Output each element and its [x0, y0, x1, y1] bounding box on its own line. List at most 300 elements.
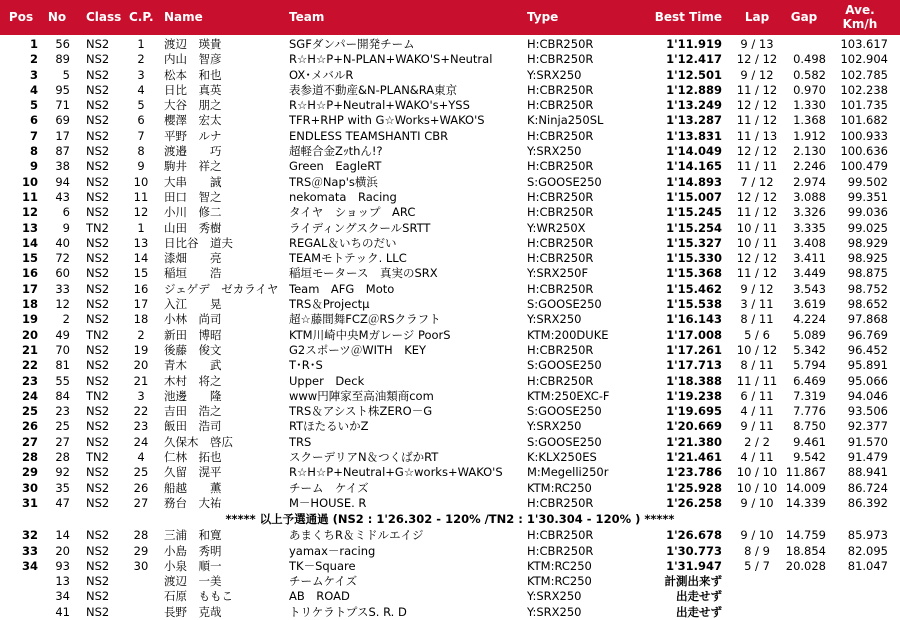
table-row — [0, 465, 900, 480]
pos-cell: 29 — [21, 465, 38, 480]
lap-cell: 10 / 11 — [736, 235, 778, 250]
lap-cell: 8 / 9 — [744, 543, 770, 558]
type-cell: H:CBR250R — [527, 342, 594, 357]
no-cell: 33 — [55, 281, 70, 296]
table-row — [0, 159, 900, 174]
name-cell: 三浦 和寛 — [164, 528, 222, 543]
best-time-cell: 1'20.669 — [666, 419, 722, 434]
name-cell: 吉田 浩之 — [164, 404, 222, 419]
class-cell: NS2 — [86, 528, 110, 543]
best-time-cell: 1'16.143 — [666, 312, 722, 327]
no-cell: 9 — [62, 220, 70, 235]
pos-cell: 34 — [21, 558, 38, 573]
header-bar — [0, 0, 900, 35]
gap-cell: 5.342 — [793, 342, 826, 357]
cp-cell: 4 — [137, 450, 145, 465]
name-cell: 仁林 拓也 — [164, 450, 222, 465]
class-cell: NS2 — [86, 342, 110, 357]
lap-cell: 5 / 6 — [744, 327, 770, 342]
class-cell: NS2 — [86, 281, 110, 296]
class-cell: NS2 — [86, 235, 110, 250]
gap-cell: 3.449 — [793, 266, 826, 281]
no-cell: 71 — [55, 98, 70, 113]
best-time-cell: 1'30.773 — [666, 543, 722, 558]
class-cell: NS2 — [86, 251, 110, 266]
best-time-cell: 1'26.258 — [666, 495, 722, 510]
ave-cell: 100.479 — [840, 159, 888, 174]
gap-cell: 11.867 — [785, 465, 826, 480]
class-cell: NS2 — [86, 358, 110, 373]
type-cell: K:Ninja250SL — [527, 113, 604, 128]
pos-cell: 3 — [29, 67, 38, 82]
pos-cell: 8 — [29, 144, 38, 159]
best-time-cell: 1'17.261 — [666, 342, 722, 357]
lap-cell: 2 / 2 — [744, 434, 770, 449]
best-time-cell: 1'11.919 — [666, 37, 722, 51]
team-cell: AB ROAD — [289, 589, 350, 604]
name-cell: ジェゲデ ゼカライヤ — [164, 281, 279, 296]
class-cell: NS2 — [86, 67, 110, 82]
no-cell: 81 — [55, 358, 70, 373]
no-cell: 84 — [55, 388, 70, 403]
best-time-cell: 1'12.889 — [666, 82, 722, 97]
team-cell: 超☆藤間舞FCZ＠RSクラフト — [289, 312, 441, 327]
team-cell: スクーデリアN＆つくばかRT — [289, 450, 439, 465]
team-cell: nekomata Racing — [289, 189, 397, 204]
gap-cell: 3.326 — [793, 205, 826, 220]
name-cell: 小川 修二 — [164, 205, 222, 220]
ave-cell: 99.025 — [847, 220, 888, 235]
gap-cell: 7.776 — [793, 404, 826, 419]
ave-cell: 98.875 — [847, 266, 888, 281]
pos-cell: 9 — [29, 159, 38, 174]
col-pos-header: Pos — [8, 10, 34, 24]
cp-cell: 28 — [133, 528, 149, 543]
cp-cell: 5 — [137, 98, 145, 113]
type-cell: H:CBR250R — [527, 205, 594, 220]
team-cell: T･R･S — [289, 358, 323, 373]
best-time-cell: 1'14.165 — [666, 159, 722, 174]
best-time-cell: 1'19.695 — [666, 404, 722, 419]
class-cell: NS2 — [86, 266, 110, 281]
pos-cell: 28 — [21, 450, 38, 465]
col-ave-header — [832, 0, 888, 38]
pos-cell: 1 — [29, 37, 38, 51]
table-row — [0, 282, 900, 297]
best-time-cell: 1'12.417 — [666, 52, 722, 67]
team-cell: チームケイズ — [289, 574, 358, 589]
type-cell: H:CBR250R — [527, 281, 594, 296]
type-cell: H:CBR250R — [527, 128, 594, 143]
name-cell: 石原 ももこ — [164, 589, 233, 604]
name-cell: 務台 大祐 — [164, 495, 222, 510]
lap-cell: 5 / 7 — [744, 558, 770, 573]
table-row — [0, 374, 900, 389]
lap-cell: 11 / 12 — [736, 113, 778, 128]
ave-cell: 102.785 — [840, 67, 888, 82]
type-cell: S:GOOSE250 — [527, 434, 602, 449]
type-cell: S:GOOSE250 — [527, 404, 602, 419]
gap-cell: 2.974 — [793, 174, 826, 189]
class-cell: TN2 — [86, 450, 109, 465]
class-cell: NS2 — [86, 604, 110, 619]
class-cell: NS2 — [86, 98, 110, 113]
no-cell: 55 — [55, 373, 70, 388]
cp-cell: 7 — [137, 128, 145, 143]
team-cell: TRS＠Nap's横浜 — [289, 174, 378, 189]
col-team-header: Team — [289, 10, 325, 24]
best-time-cell: 1'12.501 — [666, 67, 722, 82]
type-cell: Y:SRX250 — [527, 144, 582, 159]
gap-cell: 9.461 — [793, 434, 826, 449]
lap-cell: 12 / 12 — [736, 144, 778, 159]
no-cell: 5 — [62, 67, 70, 82]
name-cell: 大谷 朋之 — [164, 98, 222, 113]
table-row — [0, 389, 900, 404]
class-cell: NS2 — [86, 558, 110, 573]
pos-cell: 30 — [21, 480, 38, 495]
non-qualified-rows — [0, 528, 900, 620]
name-cell: 田口 智之 — [164, 189, 222, 204]
type-cell: H:CBR250R — [527, 495, 594, 510]
best-time-cell: 1'17.713 — [666, 358, 722, 373]
pos-cell: 22 — [21, 358, 38, 373]
best-time-cell: 1'14.893 — [666, 174, 722, 189]
no-cell: 41 — [55, 604, 70, 619]
cp-cell: 21 — [133, 373, 149, 388]
no-cell: 25 — [55, 419, 70, 434]
type-cell: H:CBR250R — [527, 159, 594, 174]
col-name-header: Name — [164, 10, 203, 24]
table-row — [0, 236, 900, 251]
table-row — [0, 205, 900, 220]
type-cell: H:CBR250R — [527, 235, 594, 250]
pos-cell: 33 — [21, 543, 38, 558]
table-row — [0, 266, 900, 281]
type-cell: H:CBR250R — [527, 98, 594, 113]
type-cell: H:CBR250R — [527, 82, 594, 97]
ave-cell: 98.925 — [847, 251, 888, 266]
ave-cell: 86.724 — [847, 480, 888, 495]
table-row — [0, 605, 900, 620]
table-row — [0, 312, 900, 327]
results-table — [0, 37, 900, 620]
team-cell: 稲垣モータース 真実のSRX — [289, 266, 438, 281]
gap-cell: 14.339 — [785, 495, 826, 510]
no-cell: 28 — [55, 450, 70, 465]
table-row — [0, 343, 900, 358]
cp-cell: 20 — [133, 358, 149, 373]
table-row — [0, 221, 900, 236]
best-time-cell: 1'13.831 — [666, 128, 722, 143]
ave-cell: 82.095 — [847, 543, 888, 558]
gap-cell: 1.368 — [793, 113, 826, 128]
table-row — [0, 435, 900, 450]
name-cell: 渡邉 巧 — [164, 144, 222, 159]
cp-cell: 23 — [133, 419, 149, 434]
pos-cell: 14 — [21, 235, 38, 250]
team-cell: ライディングスクールSRTT — [289, 220, 431, 235]
pos-cell: 17 — [21, 281, 38, 296]
gap-cell: 5.089 — [793, 327, 826, 342]
gap-cell: 1.330 — [793, 98, 826, 113]
lap-cell: 11 / 12 — [736, 266, 778, 281]
best-time-cell: 1'18.388 — [666, 373, 722, 388]
table-row — [0, 450, 900, 465]
type-cell: Y:SRX250 — [527, 604, 582, 619]
lap-cell: 12 / 12 — [736, 189, 778, 204]
ave-cell: 99.036 — [847, 205, 888, 220]
type-cell: Y:SRX250 — [527, 419, 582, 434]
lap-cell: 11 / 11 — [736, 159, 778, 174]
no-cell: 34 — [55, 589, 70, 604]
best-time-cell: 1'15.327 — [666, 235, 722, 250]
pos-cell: 19 — [21, 312, 38, 327]
best-time-cell: 1'23.786 — [666, 465, 722, 480]
class-cell: NS2 — [86, 419, 110, 434]
class-cell: NS2 — [86, 373, 110, 388]
best-time-cell: 1'15.330 — [666, 251, 722, 266]
type-cell: H:CBR250R — [527, 528, 594, 543]
name-cell: 山田 秀樹 — [164, 220, 222, 235]
lap-cell: 4 / 11 — [740, 404, 774, 419]
col-ave-header-line1: Ave. — [845, 3, 875, 17]
no-cell: 38 — [55, 159, 70, 174]
team-cell: Green EagleRT — [289, 159, 382, 174]
gap-cell: 2.130 — [793, 144, 826, 159]
class-cell: NS2 — [86, 128, 110, 143]
team-cell: TRS＆Projectμ — [289, 297, 370, 312]
no-cell: 17 — [55, 128, 70, 143]
ave-cell: 93.506 — [847, 404, 888, 419]
team-cell: TRS — [289, 434, 312, 449]
cp-cell: 19 — [133, 342, 149, 357]
team-cell: TEAMモトテック. LLC — [289, 251, 407, 266]
best-time-cell: 1'15.007 — [666, 189, 722, 204]
lap-cell: 7 / 12 — [740, 174, 774, 189]
pos-cell: 7 — [29, 128, 38, 143]
gap-cell: 20.028 — [785, 558, 826, 573]
type-cell: K:KLX250ES — [527, 450, 597, 465]
pos-cell: 32 — [21, 528, 38, 543]
lap-cell: 12 / 12 — [736, 52, 778, 67]
no-cell: 14 — [55, 528, 70, 543]
name-cell: 渡辺 瑛貴 — [164, 37, 222, 51]
ave-cell: 91.479 — [847, 450, 888, 465]
cp-cell: 15 — [133, 266, 149, 281]
team-cell: KTM川崎中央Mガレージ PoorS — [289, 327, 451, 342]
gap-cell: 9.542 — [793, 450, 826, 465]
name-cell: 内山 智彦 — [164, 52, 222, 67]
type-cell: S:GOOSE250 — [527, 174, 602, 189]
cp-cell: 3 — [137, 388, 145, 403]
team-cell: チーム ケイズ — [289, 480, 369, 495]
table-row — [0, 175, 900, 190]
name-cell: 久保木 啓広 — [164, 434, 233, 449]
ave-cell: 85.973 — [847, 528, 888, 543]
table-row — [0, 251, 900, 266]
lap-cell: 10 / 11 — [736, 220, 778, 235]
name-cell: 平野 ルナ — [164, 128, 222, 143]
lap-cell: 10 / 12 — [736, 342, 778, 357]
type-cell: H:CBR250R — [527, 189, 594, 204]
ave-cell: 98.752 — [847, 281, 888, 296]
type-cell: Y:SRX250 — [527, 589, 582, 604]
gap-cell: 7.319 — [793, 388, 826, 403]
ave-cell: 96.769 — [847, 327, 888, 342]
ave-cell: 86.392 — [847, 495, 888, 510]
pos-cell: 4 — [29, 82, 38, 97]
cp-cell: 24 — [133, 434, 149, 449]
table-row — [0, 68, 900, 83]
gap-cell: 0.498 — [793, 52, 826, 67]
name-cell: 渡辺 一美 — [164, 574, 222, 589]
cp-cell: 30 — [133, 558, 149, 573]
class-cell: NS2 — [86, 82, 110, 97]
pos-cell: 2 — [29, 52, 38, 67]
table-row — [0, 297, 900, 312]
table-row — [0, 574, 900, 589]
cp-cell: 29 — [133, 543, 149, 558]
no-cell: 6 — [62, 205, 70, 220]
name-cell: 長野 克哉 — [164, 604, 222, 619]
team-cell: あまくちR＆ミドルエイジ — [289, 528, 424, 543]
type-cell: KTM:250EXC-F — [527, 388, 610, 403]
col-no-header: No — [47, 10, 67, 24]
table-row — [0, 328, 900, 343]
team-cell: R☆H☆P+Neutral+WAKO's+YSS — [289, 98, 470, 113]
name-cell: 船越 薫 — [164, 480, 222, 495]
team-cell: Team AFG Moto — [289, 281, 395, 296]
ave-cell: 95.066 — [847, 373, 888, 388]
no-cell: 49 — [55, 327, 70, 342]
team-cell: トリケラトプスS. R. D — [289, 604, 407, 619]
ave-cell: 101.735 — [840, 98, 888, 113]
ave-cell: 102.904 — [840, 52, 888, 67]
cp-cell: 2 — [137, 327, 145, 342]
cp-cell: 17 — [133, 297, 149, 312]
team-cell: RTほたるいかZ — [289, 419, 369, 434]
class-cell: NS2 — [86, 159, 110, 174]
table-row — [0, 37, 900, 52]
gap-cell: 3.408 — [793, 235, 826, 250]
cp-cell: 1 — [137, 37, 145, 51]
type-cell: S:GOOSE250 — [527, 358, 602, 373]
name-cell: 木村 将之 — [164, 373, 222, 388]
name-cell: 小林 尚司 — [164, 312, 222, 327]
gap-cell: 14.759 — [785, 528, 826, 543]
gap-cell: 3.411 — [793, 251, 826, 266]
no-cell: 40 — [55, 235, 70, 250]
gap-cell: 0.582 — [793, 67, 826, 82]
lap-cell: 9 / 10 — [740, 495, 774, 510]
best-time-cell: 1'13.287 — [666, 113, 722, 128]
col-type-header: Type — [527, 10, 559, 24]
ave-cell: 97.868 — [847, 312, 888, 327]
table-row — [0, 496, 900, 511]
qualify-note: ***** 以上予選通過 (NS2 : 1'26.302 - 120% /TN2 : 1'30.304 - 120% ) ***** — [225, 512, 675, 527]
team-cell: R☆H☆P+N-PLAN+WAKO'S+Neutral — [289, 52, 493, 67]
pos-cell: 21 — [21, 342, 38, 357]
name-cell: 青木 武 — [164, 358, 222, 373]
table-row — [0, 589, 900, 604]
type-cell: S:GOOSE250 — [527, 297, 602, 312]
name-cell: 新田 博昭 — [164, 327, 222, 342]
gap-cell: 14.009 — [785, 480, 826, 495]
team-cell: G2スポーツ＠WITH KEY — [289, 342, 427, 357]
best-time-cell: 1'21.380 — [666, 434, 722, 449]
cp-cell: 12 — [133, 205, 149, 220]
no-cell: 2 — [62, 312, 70, 327]
team-cell: REGAL＆いちのだい — [289, 235, 397, 250]
name-cell: 漆畑 亮 — [164, 251, 222, 266]
gap-cell: 2.246 — [793, 159, 826, 174]
type-cell: KTM:RC250 — [527, 574, 592, 589]
col-ave-header-line2: Km/h — [842, 17, 878, 31]
pos-cell: 23 — [21, 373, 38, 388]
no-cell: 93 — [55, 558, 70, 573]
lap-cell: 11 / 12 — [736, 205, 778, 220]
type-cell: H:CBR250R — [527, 37, 594, 51]
table-row — [0, 559, 900, 574]
class-cell: NS2 — [86, 37, 110, 51]
cp-cell: 1 — [137, 220, 145, 235]
team-cell: www円陣家至高油類商com — [289, 388, 434, 403]
lap-cell: 9 / 11 — [740, 419, 774, 434]
team-cell: M－HOUSE. R — [289, 495, 367, 510]
lap-cell: 9 / 12 — [740, 281, 774, 296]
class-cell: NS2 — [86, 205, 110, 220]
lap-cell: 8 / 11 — [740, 358, 774, 373]
ave-cell: 94.046 — [847, 388, 888, 403]
best-time-cell: 1'15.245 — [666, 205, 722, 220]
gap-cell: 3.335 — [793, 220, 826, 235]
no-cell: 23 — [55, 404, 70, 419]
lap-cell: 3 / 11 — [740, 297, 774, 312]
col-lap-header: Lap — [744, 10, 770, 24]
pos-cell: 5 — [29, 98, 38, 113]
type-cell: Y:SRX250F — [527, 266, 589, 281]
no-cell: 60 — [55, 266, 70, 281]
name-cell: 大串 誠 — [164, 174, 222, 189]
type-cell: H:CBR250R — [527, 251, 594, 266]
gap-cell: 3.088 — [793, 189, 826, 204]
cp-cell: 27 — [133, 495, 149, 510]
pos-cell: 31 — [21, 495, 38, 510]
no-cell: 47 — [55, 495, 70, 510]
qualify-note-row — [0, 511, 900, 528]
name-cell: 松本 和也 — [164, 67, 222, 82]
gap-cell: 3.619 — [793, 297, 826, 312]
cp-cell: 8 — [137, 144, 145, 159]
type-cell: H:CBR250R — [527, 52, 594, 67]
table-row — [0, 358, 900, 373]
pos-cell: 27 — [21, 434, 38, 449]
type-cell: KTM:RC250 — [527, 558, 592, 573]
type-cell: Y:SRX250 — [527, 67, 582, 82]
class-cell: NS2 — [86, 297, 110, 312]
cp-cell: 11 — [133, 189, 149, 204]
class-cell: NS2 — [86, 312, 110, 327]
lap-cell: 6 / 11 — [740, 388, 774, 403]
lap-cell: 9 / 10 — [740, 528, 774, 543]
ave-cell: 99.502 — [847, 174, 888, 189]
cp-cell: 9 — [137, 159, 145, 174]
table-row — [0, 83, 900, 98]
cp-cell: 14 — [133, 251, 149, 266]
cp-cell: 10 — [133, 174, 149, 189]
name-cell: 池邊 隆 — [164, 388, 222, 403]
